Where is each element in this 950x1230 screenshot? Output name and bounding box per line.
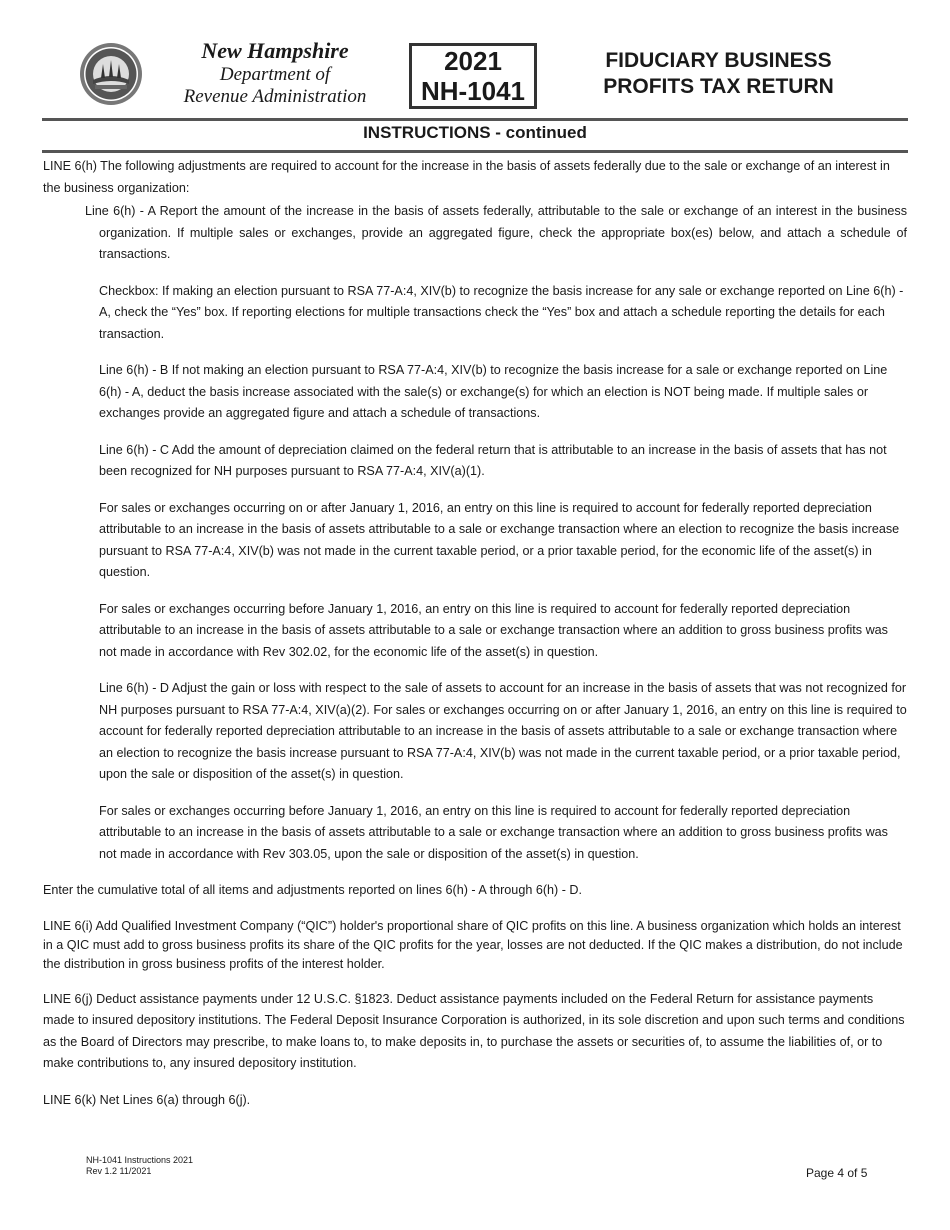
form-title: [596, 48, 841, 100]
paragraph-checkbox: Checkbox: If making an election pursuant to RSA 77-A:4, XIV(b) to recognize the basis increase for any sale or exchange reported on Line 6(h) - A, check the “Yes” box. If reporting elections for multiple transactions check the “Yes” box and attach a schedule reporting the details for each transaction.: [99, 283, 904, 341]
paragraph-line-6h-b: Line 6(h) - B If not making an election pursuant to RSA 77-A:4, XIV(b) to recognize the basis increase for a sale or exchange reported on Line 6(h) - A, deduct the basis increase associated with the sale(s) or exchange(s) for which an election is NOT being made. If multiple sales or exchanges provide an aggregated figure and attach a schedule of transactions.: [99, 363, 888, 420]
agency-block: [160, 38, 390, 108]
header-divider-bottom: [42, 150, 908, 153]
footer-doc-info: [86, 1155, 193, 1177]
paragraph-c-after-2016: For sales or exchanges occurring on or after January 1, 2016, an entry on this line is required to account for federally reported depreciation attributable to an increase in the basis of assets attributable to a sale or exchange transaction where an election to recognize the basis increase pursuant to RSA 77-A:4, XIV(b) was not made in the current taxable period, or a prior taxable period, for the economic life of the asset(s) in question.: [99, 500, 900, 579]
paragraph-c-before-2016: For sales or exchanges occurring before January 1, 2016, an entry on this line is required to account for federally reported depreciation attributable to an increase in the basis of assets attributable to a sale or exchange transaction where an addition to gross business profits was not made in accordance with Rev 302.02, for the economic life of the asset(s) in question.: [99, 601, 888, 659]
title-line-2: PROFITS TAX RETURN: [603, 75, 834, 98]
department-line-2: Revenue Administration: [183, 86, 367, 107]
page-number: Page 4 of 5: [806, 1166, 868, 1180]
instructions-body: [43, 156, 907, 1111]
state-name: New Hampshire: [201, 38, 349, 63]
state-seal-icon: [79, 42, 143, 106]
title-line-1: FIDUCIARY BUSINESS: [605, 49, 832, 72]
form-number: NH-1041: [420, 76, 526, 106]
paragraph-line-6h-intro: LINE 6(h) The following adjustments are required to account for the increase in the basis of assets federally due to the sale or exchange of an interest in the business organization:: [43, 159, 890, 195]
paragraph-cumulative: Enter the cumulative total of all items and adjustments reported on lines 6(h) - A through 6(h) - D.: [43, 883, 583, 897]
department-line-1: Department of: [219, 64, 331, 85]
paragraph-line-6j: LINE 6(j) Deduct assistance payments under 12 U.S.C. §1823. Deduct assistance payments included on the Federal Return for assistance payments made to insured depository institutions. The Federal Deposit Insurance Corporation is authorized, in its sole discretion and upon such terms and conditions as the Board of Directors may prescribe, to make loans to, to make deposits in, to purchase the assets or securities of, to assume the liabilities of, or to make contributions to, any insured depository institution.: [43, 991, 905, 1070]
footer-doc-name: NH-1041 Instructions 2021: [86, 1155, 194, 1165]
paragraph-line-6h-c: Line 6(h) - C Add the amount of depreciation claimed on the federal return that is attributable to an increase in the basis of assets that has not been recognized for NH purposes pursuant to RSA 77-A:4, XIV(a)(1).: [99, 442, 887, 478]
paragraph-line-6i: LINE 6(i) Add Qualified Investment Company (“QIC”) holder's proportional share of QIC profits on this line. A business organization which holds an interest in a QIC must add to gross business profits its share of the QIC profits for the year, losses are not deducted. If the QIC makes a distribution, do not include the distribution in gross business profits of the interest holder.: [43, 918, 903, 971]
form-id-box: [409, 43, 537, 109]
form-year: 2021: [444, 46, 502, 76]
paragraph-line-6k: LINE 6(k) Net Lines 6(a) through 6(j).: [43, 1092, 251, 1107]
footer-revision: Rev 1.2 11/2021: [86, 1166, 152, 1176]
section-title: INSTRUCTIONS - continued: [363, 123, 587, 142]
paragraph-line-6h-d: Line 6(h) - D Adjust the gain or loss with respect to the sale of assets to account for an increase in the basis of assets that was not recognized for NH purposes pursuant to RSA 77-A:4, XIV(a)(2). For sales or exchanges occurring on or after January 1, 2016, an entry on this line is required to account for federally reported depreciation attributable to an increase in the basis of assets attributable to a sale or exchange transaction where an election to recognize the basis increase pursuant to RSA 77-A:4, XIV(b) was not made in the current taxable period, or a prior taxable period, upon the sale or disposition of the asset(s) in question.: [99, 681, 907, 781]
paragraph-d-before-2016: For sales or exchanges occurring before January 1, 2016, an entry on this line is required to account for federally reported depreciation attributable to an increase in the basis of assets attributable to a sale or exchange transaction where an addition to gross business profits was not made in accordance with Rev 303.05, upon the sale or disposition of the asset(s) in question.: [99, 803, 888, 861]
paragraph-line-6h-a: Line 6(h) - A Report the amount of the increase in the basis of assets federally, attributable to the sale or exchange of an interest in the business organization. If multiple sales or exchanges, provide an aggregated figure, check the appropriate box(es) below, and attach a schedule of transactions.: [85, 204, 907, 261]
